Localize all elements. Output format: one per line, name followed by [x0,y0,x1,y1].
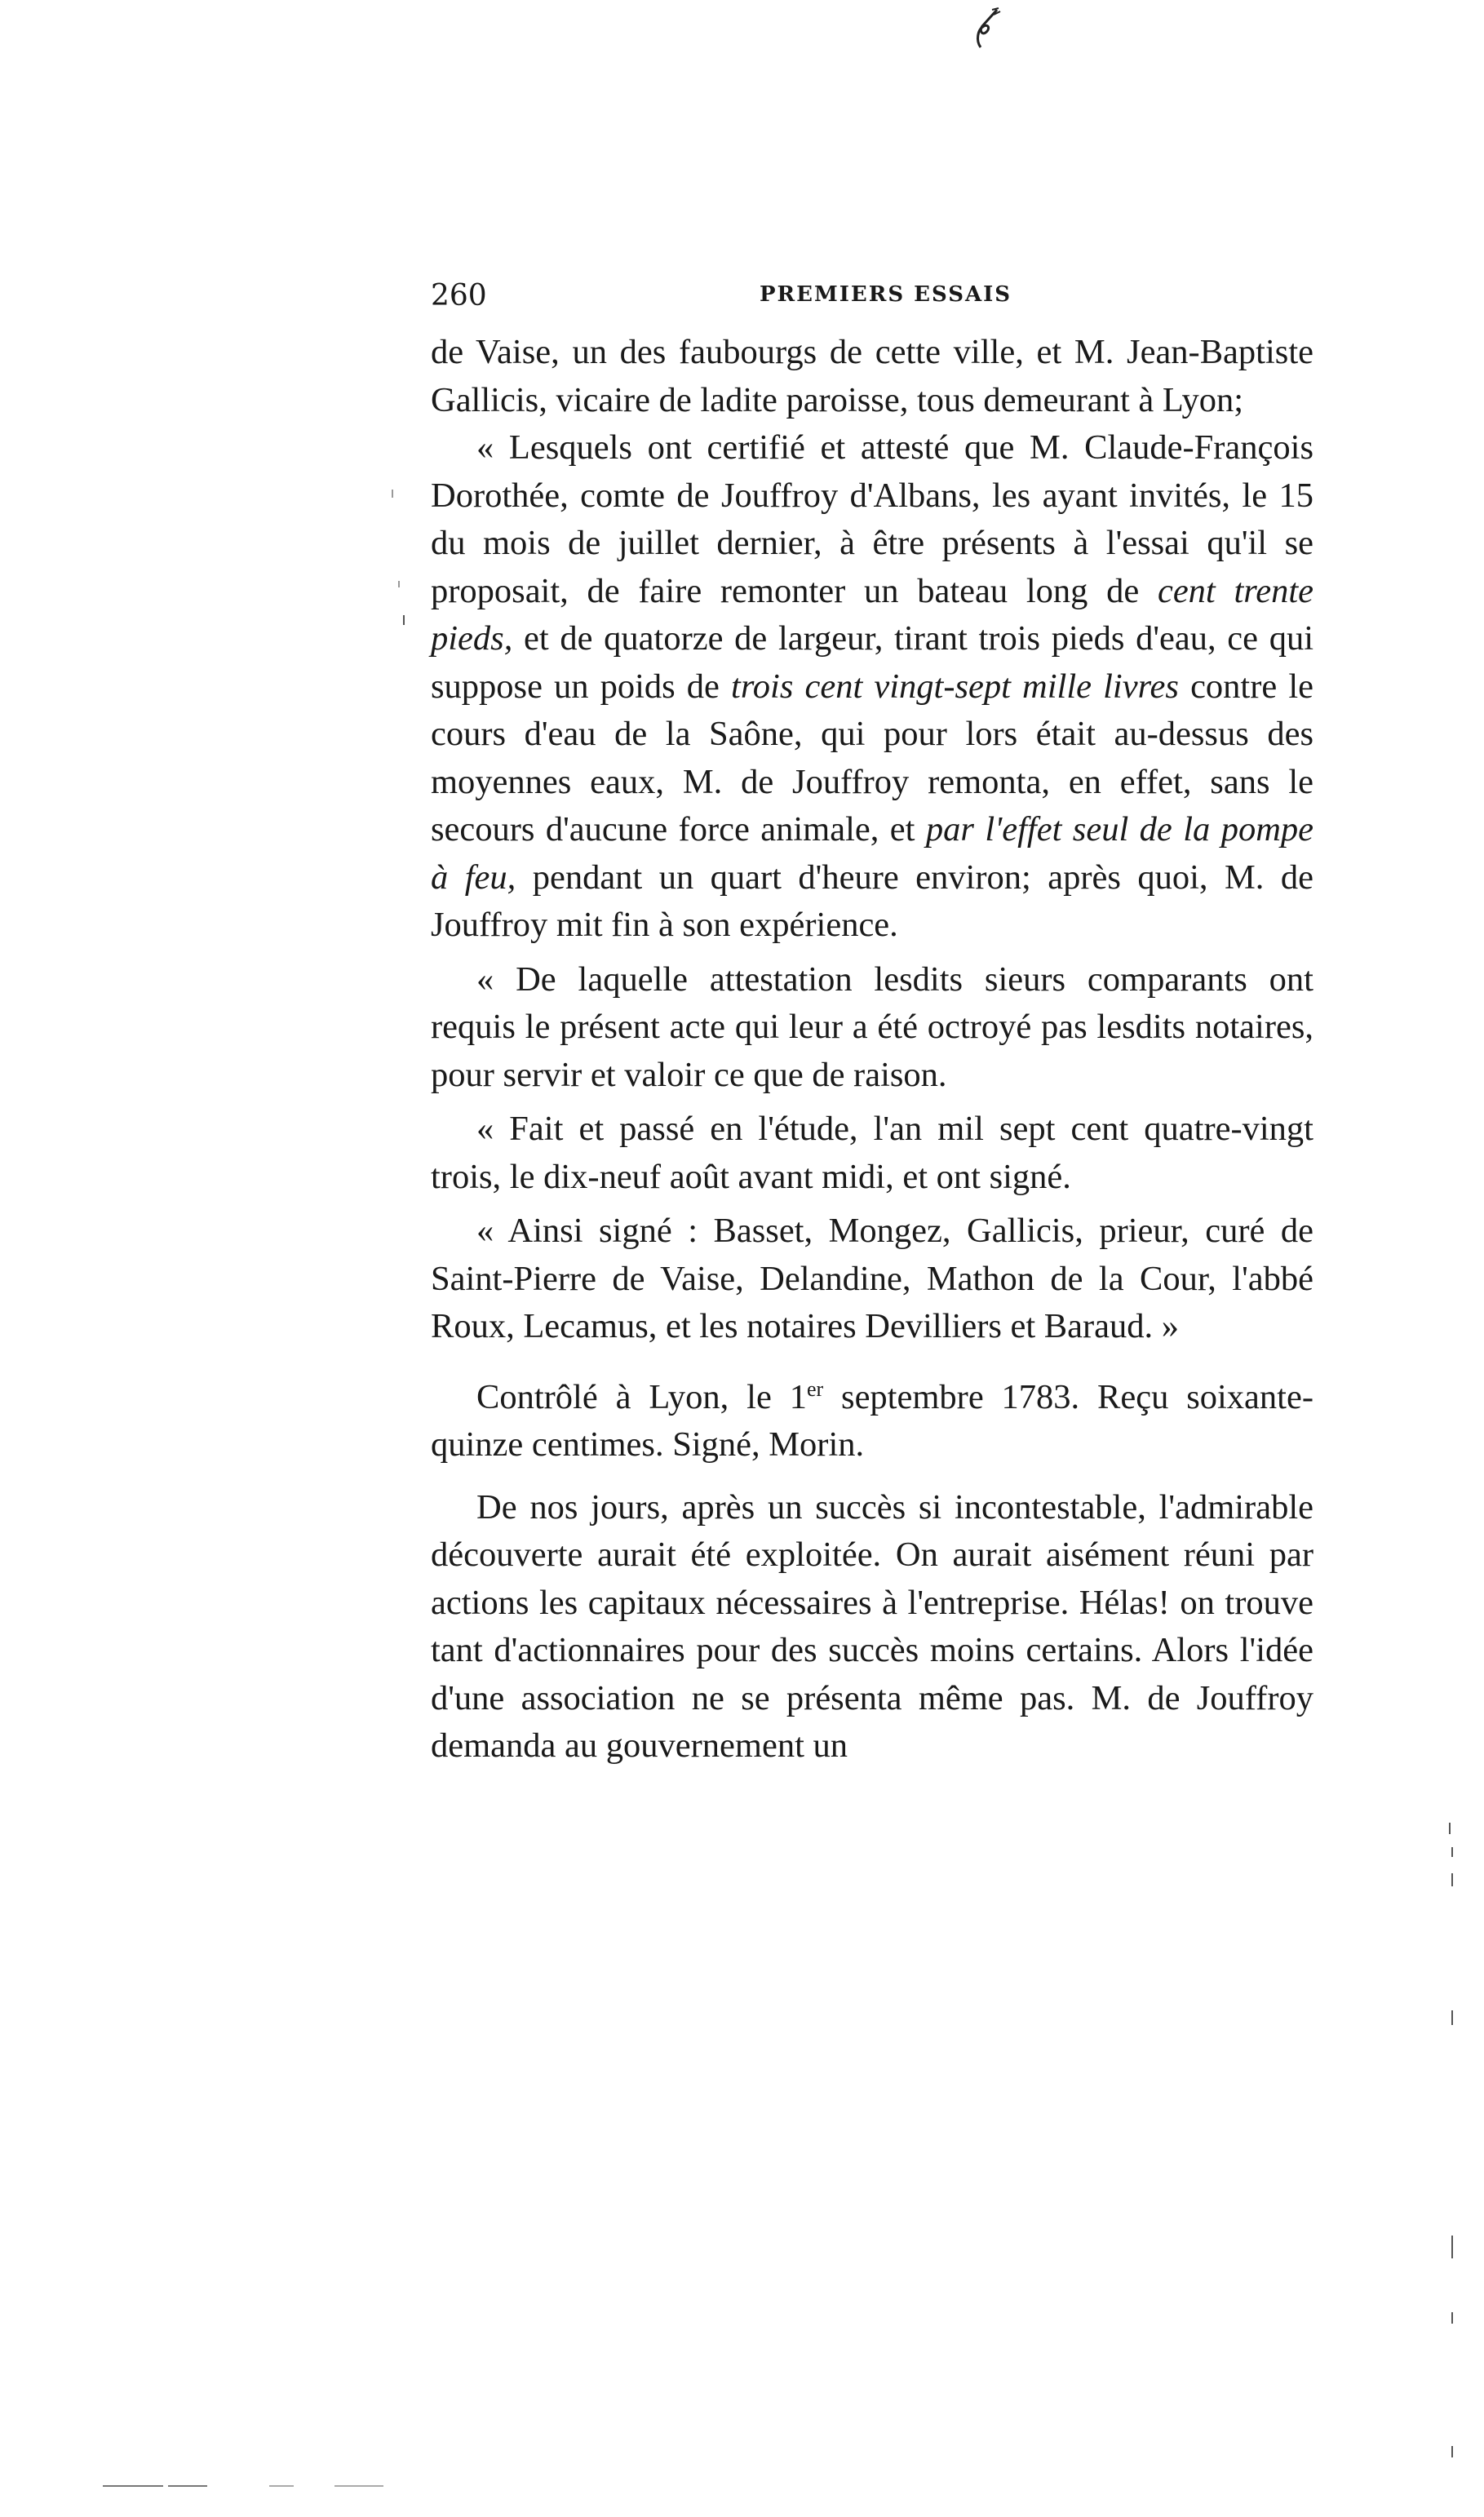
paragraph: « Ainsi signé : Basset, Mongez, Gallicis, prieur, curé de Saint-Pierre de Vaise, Delandine, Mathon de la Cour, l'abbé Roux, Lecamus, et les notaires Devilliers et Baraud. » [431,1212,1313,1345]
italic-text: cent trente pieds, [431,571,1314,658]
margin-mark [1451,2010,1453,2025]
margin-mark [1451,2312,1453,2324]
footer-rule [269,2485,294,2487]
text-run: septembre 1783. Reçu soixante-quinze centimes. Signé, Morin. [431,1377,1313,1465]
footer-rule [103,2485,163,2487]
paragraph: « De laquelle attestation lesdits sieurs comparants ont requis le présent acte qui leur a été octroyé pas lesdits notaires, pour servir et valoir ce que de raison. [431,959,1313,1094]
text-run: et de quatorze de largeur, tirant trois pieds d'eau, ce qui suppose un poids de [431,619,1314,706]
running-title: PREMIERS ESSAIS [760,282,1012,307]
footer-rule [334,2485,383,2487]
text-run: « Lesquels ont certifié et attesté que M. Claude-François Dorothée, comte de Jouffroy d'Albans, les ayant invités, le 15 du mois de juillet dernier, à être présents à l'essai qu'il se proposait, de faire remonter un bateau long de [431,428,1313,610]
paragraph: De nos jours, après un succès si incontestable, l'admirable découverte aurait été exploitée. On aurait aisément réuni par actions les capitaux nécessaires à l'entreprise. Hélas! on trouve tant d'actionnaires pour des succès moins certains. Alors l'idée d'une association ne se présenta même pas. M. de Jouffroy demanda au gouvernement un [431,1487,1313,1766]
paragraph [431,1366,1313,1469]
margin-mark [1449,1823,1451,1834]
margin-mark [1451,1873,1453,1886]
text-run: contre le cours d'eau de la Saône, qui pour lors était au-dessus des moyennes eaux, M. de Jouffroy remonta, en effet, sans le secours d'aucune force animale, et [431,667,1314,849]
margin-mark [1451,2236,1453,2258]
superscript: er [806,1376,824,1401]
margin-mark [403,615,405,625]
margin-mark [398,581,400,587]
paragraph: de Vaise, un des faubourgs de cette ville, et M. Jean-Baptiste Gallicis, vicaire de ladite paroisse, tous demeurant à Lyon; [431,333,1313,419]
paragraph [431,424,1313,950]
margin-mark [1451,1847,1453,1857]
ink-flourish-icon [969,5,1002,54]
page-header [431,276,1313,325]
text-run: pendant un quart d'heure environ; après quoi, M. de Jouffroy mit fin à son expérience. [431,857,1313,944]
text-run: Contrôlé à Lyon, le 1 [476,1377,807,1416]
body-text [431,329,1313,1770]
italic-text: trois cent vingt-sept mille livres [731,667,1179,706]
margin-mark [1451,2446,1453,2457]
page-number: 260 [431,279,487,312]
italic-text: par l'effet seul de la pompe à feu, [431,810,1313,897]
paragraph: « Fait et passé en l'étude, l'an mil sept cent quatre-vingt trois, le dix-neuf août avant midi, et ont signé. [431,1110,1313,1196]
footer-rule [168,2485,207,2487]
margin-mark [392,490,393,498]
